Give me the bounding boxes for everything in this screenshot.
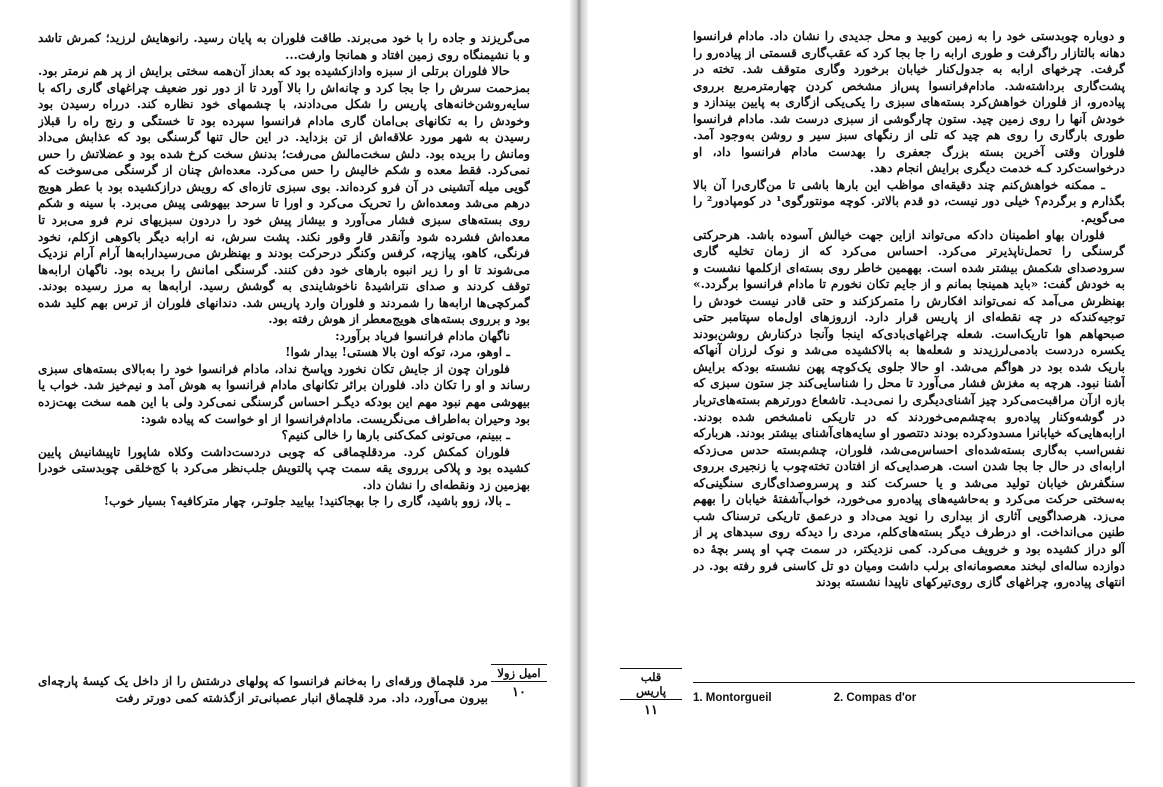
left-page-text [38,30,530,650]
left-page [0,0,570,787]
paragraph: ـ اوهو، مرد، توکه اون بالا هستی! بیدار شوا! [285,345,510,360]
right-page-number: ۱۱ [644,703,658,718]
paragraph: ـ ممکنه خواهش‌کنم چند دقیقه‌ای مواظب این بارها باشی تا من‌گاری‌را آن بالا بگذارم و برگردم؟ خیلی دور نیست، دو قدم بالاتر. کوچه مونتورگوی¹ در کومپادور² را می‌گویم. [693,177,1125,226]
left-page-number: ۱۰ [512,685,526,700]
paragraph: فلوران کمکش کرد. مردقلچماقی که چوبی دردست‌داشت وکلاه شاپورا تاپیشانیش پایین کشیده بود و پلاکی برروی یقه سمت چپ پالتویش جلب‌نظر می‌کرد با کج‌خلقی چوبدستی خودرا بهزمین زد ونقطه‌ای را نشان داد. [38,444,530,492]
right-footnote-rule [693,682,1135,683]
paragraph: فلوران بهاو اطمینان دادکه می‌تواند ازاین جهت خیالش آسوده باشد. هرحرکتی گرسنگی را تحمل‌ناپذیرتر می‌کرد. احساس می‌کرد که از زمان تخلیه گاری سرودصدای شکمش بیشتر شده است. بههمین خاطر روی بسته‌ای ازکلمها نشست و به خودش گفت: «باید همینجا بمانم و از جایم تکان نخورم تا مادام فرانسوا برگردد.» بهنظرش می‌آمد که نمی‌تواند افکارش را متمرکزکند و حتی قادر نیست خودش را توجیه‌کندکه در چه نقطه‌ای از پاریس قرار دارد. ازروزهای اول‌ماه سپتامبر حتی صبحهاهم هوا تاریک‌است. شعله چراغهای‌بادی‌که اینجا وآنجا درکنارش روشن‌بودند یکسره دردست بادمی‌لرزیدند و شعله‌ها به بالاکشیده می‌شد و نوک لرزان آنهاکه باریک شده بود در هواگم می‌شد. او حالا جلوی یک‌کوچه پهن نشسته بودکه برایش آشنا نبود. هرچه به مغزش فشار می‌آورد تا محل را شناسایی‌کند جز ستون سبزی که بازه ازآن مراقبت‌می‌کرد چیز آشنای‌دیگری را نمی‌دیـد. تاشعاع دورترهم بسته‌های‌تربار در گوشه‌وکنار پیاده‌رو به‌چشم‌می‌خوردند که در تاریکی نامشخص شده بودند. ارابه‌هایی‌که خیابانرا مسدودکرده بودند دتتصور او سایه‌های‌آشنای بیشتر بودند. هربارکه نفس‌اسب به‌گاری بسته‌شده‌ای احساس‌می‌شد، فلوران، چشم‌بسته حدس می‌زدکه ارابه‌ای در حال جا بجا شدن است. هرصدایی‌که از افتادن تخته‌چوب یا زنجیری برروی سنگفرش خیابان تولید می‌شد و یا حسرکت کند و پرسروصدای‌گاری سنگینی‌که به‌سختی حرکت می‌کرد و به‌حاشیه‌های پیاده‌رو می‌خورد، خواب‌آشفتهٔ خیابان را بههم می‌زد. هرصدا‌گویی آثاری از بیداری را نوید می‌داد و درعمق تاریکی ترسناک شب طنین می‌انداخت. او درطرف دیگر بسته‌های‌کلم، مردی را دیدکه روی سبدهای پر از آلو دراز کشیده بود و خرویف می‌کرد. کمی نزدیکتر، در سمت چپ او پسر بچهٔ ده دوازده ساله‌ای لبخند معصومانه‌ای برلب داشت ومیان دو تل کاسنی فرو رفته بود. در انتهای پیاده‌رو، چراغهای گازی روی‌تیرکهای ناپیدا نشسته بودند [693,227,1125,590]
paragraph: حالا فلوران برتلی از سبزه وادازکشیده بود که بعداز آن‌همه سختی برایش از پر هم نرمتر بود. بمزحمت سرش را جا بجا کرد و چانه‌اش را بالا آورد تا از دور نور ضعیف چراغهای گاری راکه با سایه‌روشن‌خانه‌های پاریس را شکل می‌دادند، با چشمهای خود نظاره کند. درراه رسیدن بود وخودش را به تکانهای بی‌امان گاری مادام فرانسوا سپرده بود تا خستگی و رنج راه را قبلاز رسیدن به شهر مورد علاقه‌اش از تن بزداید. در این حال تنها گرسنگی بود که عذابش می‌داد ومانش را بریده بود. دلش سخت‌مالش می‌رفت؛ بدنش سخت کرخ شده بود و عضلاتش را حس نمی‌کرد. فقط معده و شکم خالیش را حس می‌کرد. معده‌اش چنان از گرسنگی می‌سوخت که گویی میله آتشینی در آن فرو کرده‌اند. بوی سبزی تازه‌ای که رویش درازکشیده بود با عطر هویج درهم می‌شد ومعده‌اش را تحریک می‌کرد و اورا تا سرحد بیهوشی پیش می‌برد. با سینه و شکم روی بسته‌های سبزی فشار می‌آورد و بیشاز پیش خود را دردون سبزیهای نرم فرو می‌برد تا معده‌اش فشرده شود وآنقدر قار وقور نکند. پشت سرش، نه ارابه دیگر باکوهی ازکلم، نخود فرنگی، کاهو، پیازچه، کرفس وکنگر درحرکت بودند و بهنظرش می‌رسیدارابه‌ها آرام آرام نزدیک می‌شوند تا او را زیر انبوه بارهای خود دفن کنند. گرسنگی امانش را بریده بود. ناگهان ارابه‌ها توقف کردند و صدای نتراشیدهٔ ناخوشایندی به گوشش رسید. ارابه‌ها به مرز رسیده بودند. گمرکچی‌ها ارابه‌ها را شمردند و فلوران وارد پاریس شد. دندانهای فلوران از ترس بهم کلید شده بود و برروی بسته‌های هویج‌معطر از هوش رفته بود. [38,64,530,327]
book-gutter [570,0,588,787]
left-page-bottom-text [38,673,488,713]
right-page-text [693,28,1125,680]
right-running-title: قلب پاریس [620,669,682,700]
footnotes [693,692,1123,704]
footnote-2: 2. Compas d'or [833,692,917,704]
left-footer-box [491,664,547,704]
paragraph: ـ ببینم، می‌تونی کمک‌کنی بارها را خالی کنیم؟ [281,428,510,443]
paragraph: می‌گریزند و جاده را با خود می‌برند. طاقت فلوران به پایان رسید. رانوهایش لرزید؛ کمرش تاشد و با نشیمنگاه روی زمین افتاد و همانجا وارفت... [38,31,530,62]
paragraph: فلوران چون از جایش تکان نخورد وپاسخ نداد، مادام فرانسوا خود را به‌بالای بسته‌های سبزی رساند و او را تکان داد. فلوران برائر تکانهای مادام فرانسوا به هوش آمد و نیم‌خیز شد. خواب یا بیهوشی مهم نبود مهم این بودکه دیگـر احساس گرسنگی نمی‌کرد ولی با این همه سخت بهت‌زده بود وحیران به‌اطراف می‌نگریست. مادام‌فرانسوا از او خواست که پیاده شود: [38,361,530,426]
right-footer-box [620,668,682,722]
paragraph: و دوباره چوبدستی خود را به زمین کوبید و محل جدیدی را نشان داد. مادام فرانسوا دهانه بالتازار راگرفت و طوری ارابه را جا بجا کرد که عقب‌گاری قسمتی از پیاده‌رو را گرفت. چرخهای ارابه به جدول‌کنار خیابان برخورد وگاری متوقف شد. تخته در پشت‌گاری برداشته‌شد. مادام‌فرانسوا پس‌از مشخص کردن چهارمترمربع برروی پیاده‌رو، از فلوران خواهش‌کرد بسته‌های سبزی را یکی‌یکی ازگاری به پایین بیندازد و خودش آنها را روی زمین چید. ستون چارگوشی از سبزی درست شد. مادام فرانسوا طوری بارگاری را روی هم چید که تلی از رنگهای سبز سیر و روشن به‌وجود آمد. فلوران وقتی آخرین بسته بزرگ جعفری را بهدست مادام فرانسوا داد، او درخواست‌کرد کـه خدمت دیگری برایش انجام دهد. [693,29,1125,176]
left-running-title: امیل زولا [491,665,547,682]
paragraph: ناگهان مادام فرانسوا فریاد برآورد: [335,328,510,343]
left-bottom-paragraph: مرد قلچماق ورقه‌ای را به‌خانم فرانسوا که پولهای درشتش را از داخل یک کیسهٔ پارچه‌ای بیرون می‌آورد، داد. مرد قلچماق انبار عصبانی‌تر ازگذشته کمی دورتر رفت [38,674,488,705]
footnote-1: 1. Montorgueil [693,692,772,704]
paragraph: ـ بالا، زوو باشید، گاری را جا بهجاکنید! بیایید جلوتـر، چهار مترکافیه؟ بسیار خوب! [103,494,510,509]
